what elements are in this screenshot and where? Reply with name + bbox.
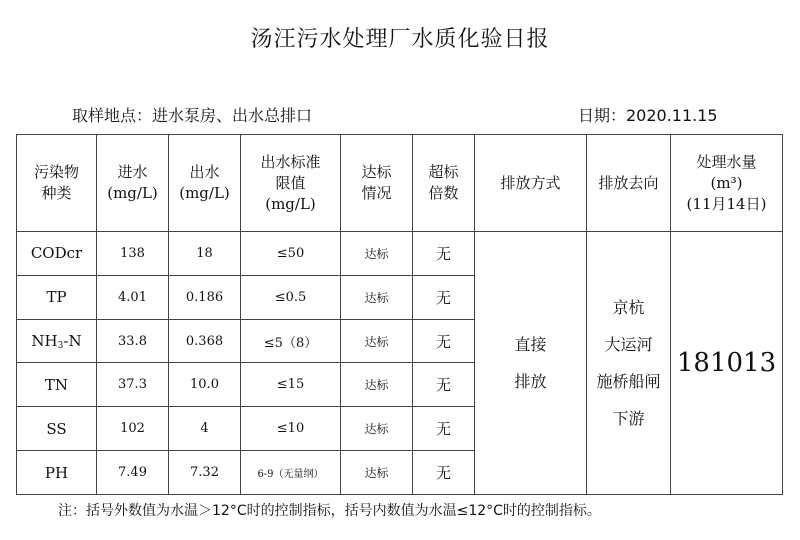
inflow-cell: 4.01 (97, 275, 169, 319)
water-quality-table (16, 134, 783, 495)
discharge-dest-cell: 京杭 大运河 施桥船闸 下游 (587, 232, 671, 495)
param-cell: TP (17, 275, 97, 319)
param-cell: PH (17, 451, 97, 495)
header-standard: 出水标准 限值 (mg/L) (241, 135, 341, 232)
param-cell: CODcr (17, 232, 97, 276)
compliance-cell: 达标 (341, 232, 413, 276)
inflow-cell: 37.3 (97, 363, 169, 407)
exceed-cell: 无 (413, 363, 475, 407)
param-cell: TN (17, 363, 97, 407)
report-title: 汤汪污水处理厂水质化验日报 (250, 27, 550, 52)
standard-cell: ≤5（8） (241, 319, 341, 363)
footnote: 注：括号外数值为水温＞12°C时的控制指标，括号内数值为水温≤12°C时的控制指标。 (58, 503, 601, 519)
param-cell: $NH_3-N$ (17, 319, 97, 363)
outflow-cell: 7.32 (169, 451, 241, 495)
outflow-cell: 18 (169, 232, 241, 276)
inflow-cell: 138 (97, 232, 169, 276)
standard-cell: 6-9（无量纲） (241, 451, 341, 495)
exceed-cell: 无 (413, 451, 475, 495)
inflow-cell: 7.49 (97, 451, 169, 495)
compliance-cell: 达标 (341, 363, 413, 407)
standard-cell: ≤15 (241, 363, 341, 407)
compliance-cell: 达标 (341, 275, 413, 319)
outflow-cell: 10.0 (169, 363, 241, 407)
header-pollutant: 污染物 种类 (17, 135, 97, 232)
compliance-cell: 达标 (341, 319, 413, 363)
header-discharge-method: 排放方式 (475, 135, 587, 232)
exceed-cell: 无 (413, 407, 475, 451)
standard-cell: ≤10 (241, 407, 341, 451)
header-exceed: 超标 倍数 (413, 135, 475, 232)
standard-cell: ≤0.5 (241, 275, 341, 319)
discharge-method-cell: 直接 排放 (475, 232, 587, 495)
outflow-cell: 0.186 (169, 275, 241, 319)
outflow-cell: 0.368 (169, 319, 241, 363)
sampling-location: 取样地点：进水泵房、出水总排口 (72, 106, 313, 125)
header-row (17, 135, 783, 232)
outflow-cell: 4 (169, 407, 241, 451)
exceed-cell: 无 (413, 319, 475, 363)
exceed-cell: 无 (413, 275, 475, 319)
compliance-cell: 达标 (341, 407, 413, 451)
param-cell: SS (17, 407, 97, 451)
header-compliance: 达标 情况 (341, 135, 413, 232)
header-outflow: 出水 (mg/L) (169, 135, 241, 232)
inflow-cell: 33.8 (97, 319, 169, 363)
table-row (17, 232, 783, 276)
header-inflow: 进水 (mg/L) (97, 135, 169, 232)
header-discharge-dest: 排放去向 (587, 135, 671, 232)
inflow-cell: 102 (97, 407, 169, 451)
header-volume: 处理水量 (m³) (11月14日) (671, 135, 783, 232)
standard-cell: ≤50 (241, 232, 341, 276)
compliance-cell: 达标 (341, 451, 413, 495)
report-date: 日期：2020.11.15 (578, 106, 718, 125)
volume-cell: 181013 (671, 232, 783, 495)
exceed-cell: 无 (413, 232, 475, 276)
